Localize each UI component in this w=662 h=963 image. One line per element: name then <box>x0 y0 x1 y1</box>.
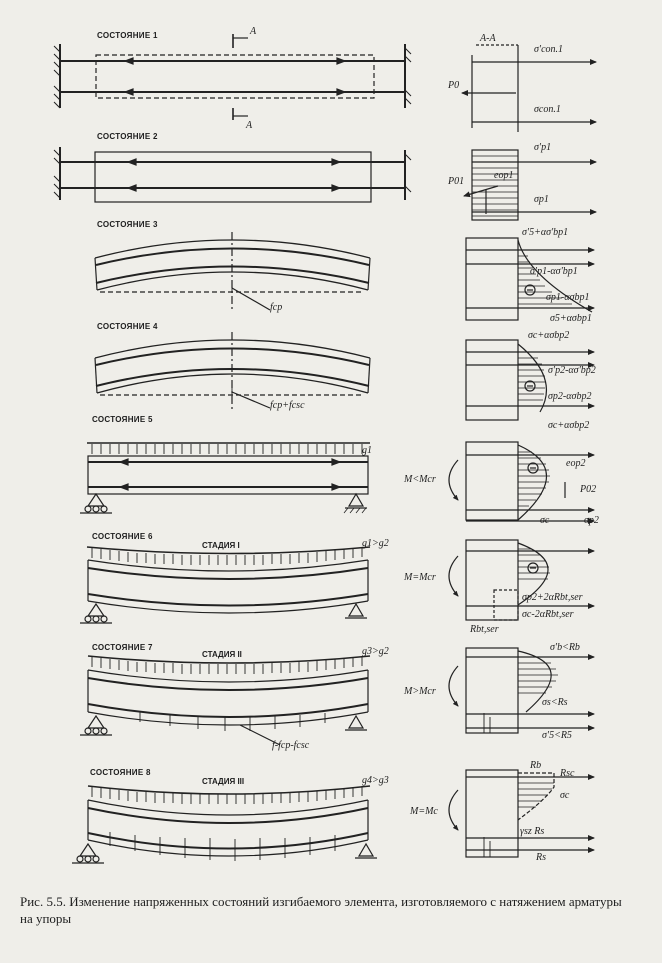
figure-caption: Рис. 5.5. Изменение напряженных состояний изгибаемого элемента, изготовляемого с натяжением арматуры на упоры <box>20 894 622 926</box>
m-state-6: M=Mcr <box>404 572 436 583</box>
state-1-diagram <box>54 34 411 120</box>
sigma-con1: σcon.1 <box>534 104 561 115</box>
e-op2: eop2 <box>566 458 586 469</box>
state-3-sigma-d: σ5+ασbp1 <box>550 313 592 324</box>
g-state-6: g1>g2 <box>362 538 389 549</box>
sigma-con1-prime: σ'con.1 <box>534 44 564 55</box>
state-3-sigma-c: σp1-ασbp1 <box>546 292 590 303</box>
state-2-label: СОСТОЯНИЕ 2 <box>97 132 158 141</box>
state-5-label: СОСТОЯНИЕ 5 <box>92 415 153 424</box>
sigma-p1-prime: σ'p1 <box>534 142 552 153</box>
state-6-sigma-a: σp2+2αRbt,ser <box>522 592 583 603</box>
m-state-8: M=Mc <box>410 806 438 817</box>
rsc-label: Rsc <box>560 768 575 779</box>
rs-label: Rs <box>536 852 546 863</box>
state-6-diagram <box>80 547 370 623</box>
state-7-label: СОСТОЯНИЕ 7 <box>92 643 153 652</box>
section-mark-bottom: A <box>246 120 253 131</box>
state-4-diagram <box>95 332 370 410</box>
f-cp-csc-label: fcp+fcsc <box>270 400 305 411</box>
state-7-diagram <box>80 656 370 745</box>
f-state-7-label: f-fcp-fcsc <box>272 740 310 751</box>
state-2-section <box>464 150 596 220</box>
state-6-section <box>449 540 594 620</box>
sigma-p2: σp2 <box>584 515 599 526</box>
state-6-sigma-b: σc-2αRbt,ser <box>522 609 574 620</box>
p02-label: P02 <box>580 484 597 495</box>
state-4-sigma-d: σc+ασbp2 <box>548 420 590 431</box>
state-5-diagram <box>80 443 370 513</box>
state-5-section <box>449 442 597 521</box>
sigma-c-state-5: σc <box>540 515 550 526</box>
g1-label: g1 <box>362 445 372 456</box>
e-op1: eop1 <box>494 170 514 181</box>
state-7-sigma-b: σs<Rs <box>542 697 568 708</box>
state-3-diagram <box>95 232 370 310</box>
state-4-sigma-c: σp2-ασbp2 <box>548 391 592 402</box>
state-7-sigma-a: σ'b<Rb <box>550 642 580 653</box>
section-mark-top: A <box>250 26 257 37</box>
state-1-section <box>462 45 596 132</box>
g-state-8: g4>g3 <box>362 775 389 786</box>
state-4-label: СОСТОЯНИЕ 4 <box>97 322 158 331</box>
state-7-stage: СТАДИЯ II <box>202 650 242 659</box>
m-state-7: M>Mcr <box>404 686 436 697</box>
state-3-sigma-b: σ'p1-ασ'bp1 <box>530 266 578 277</box>
p01-label: P01 <box>448 176 465 187</box>
state-4-sigma-b: σ'p2-ασ'bp2 <box>548 365 596 376</box>
sigma-p1: σp1 <box>534 194 549 205</box>
state-8-stage: СТАДИЯ III <box>202 777 245 786</box>
rb-label: Rb <box>530 760 542 771</box>
state-4-sigma-a: σc+ασbp2 <box>528 330 570 341</box>
state-6-label: СОСТОЯНИЕ 6 <box>92 532 153 541</box>
state-4-section <box>466 340 594 420</box>
p0-label: P0 <box>448 80 460 91</box>
state-1-label: СОСТОЯНИЕ 1 <box>97 31 158 40</box>
m-state-5: M<Mcr <box>404 474 436 485</box>
state-6-stage: СТАДИЯ I <box>202 541 240 550</box>
state-3-section <box>466 238 594 320</box>
state-8-label: СОСТОЯНИЕ 8 <box>90 768 151 777</box>
section-aa-label: A-A <box>480 33 496 44</box>
f-cp-label: fcp <box>270 302 283 313</box>
state-7-sigma-c: σ'5<R5 <box>542 730 572 741</box>
state-8-section <box>449 770 594 857</box>
state-3-label: СОСТОЯНИЕ 3 <box>97 220 158 229</box>
state-2-diagram <box>54 147 411 202</box>
gamma-sz-rs: γsz Rs <box>520 826 545 837</box>
sigma-c-state-8: σc <box>560 790 570 801</box>
g-state-7: g3>g2 <box>362 646 389 657</box>
rbt-ser-label: Rbt,ser <box>470 624 499 635</box>
state-8-diagram <box>72 786 377 863</box>
state-3-sigma-a: σ'5+ασ'bp1 <box>522 227 569 238</box>
state-7-section <box>449 648 594 733</box>
